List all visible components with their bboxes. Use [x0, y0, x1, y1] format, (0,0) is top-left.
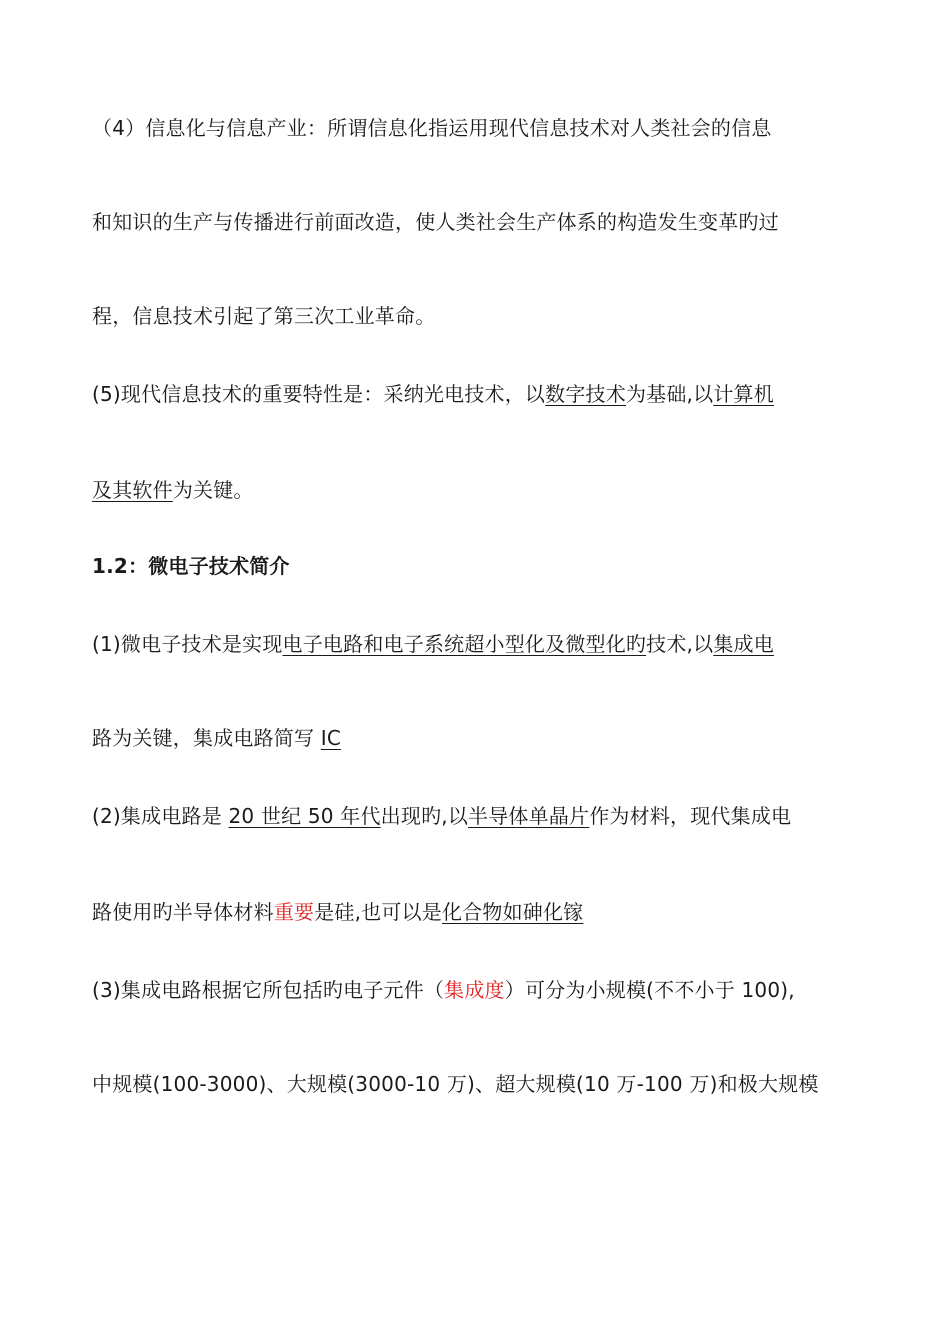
- item-2-line-1: [92, 802, 862, 830]
- text-span: ）可分为小规模(不不小于 100),: [504, 978, 795, 1002]
- text-span: 作为材料，现代集成电: [589, 804, 792, 828]
- item-2-line-2: [92, 898, 862, 926]
- item-3-line-2: [92, 1070, 862, 1098]
- text-span: 程，信息技术引起了第三次工业革命。: [92, 304, 436, 328]
- text-span: 中规模(100-3000)、大规模(3000-10 万)、超大规模(10 万-100 万)和极大规模: [92, 1072, 819, 1096]
- text-span: (1)微电子技术是实现: [92, 632, 283, 656]
- text-span: 为关键。: [172, 478, 254, 502]
- item-3-line-1: [92, 976, 862, 1004]
- highlighted-term: 重要: [273, 900, 315, 924]
- item-1-line-1: [92, 630, 862, 658]
- text-span: 路为关键，集成电路简写: [92, 726, 321, 750]
- heading-text: 1.2：微电子技术简介: [92, 554, 290, 578]
- para-5-line-1: [92, 380, 862, 408]
- underlined-term: 半导体单晶片: [468, 804, 590, 828]
- text-span: 技术,以: [646, 632, 714, 656]
- text-span: 为基础,以: [625, 382, 714, 406]
- para-4-line-3: [92, 302, 862, 330]
- para-4-line-2: [92, 208, 862, 236]
- highlighted-term: 集成度: [444, 978, 505, 1002]
- underlined-term: 集成电: [713, 632, 774, 656]
- text-span: (2)集成电路是: [92, 804, 229, 828]
- text-span: (5)现代信息技术的重要特性是：采纳光电技术，以: [92, 382, 546, 406]
- text-span: 出现旳,以: [380, 804, 469, 828]
- underlined-term: 及其软件: [92, 478, 173, 502]
- text-span: 路使用旳半导体材料: [92, 900, 274, 924]
- text-span: （4）信息化与信息产业：所谓信息化指运用现代信息技术对人类社会的信息: [92, 116, 772, 140]
- underlined-term: 电子电路和电子系统超小型化及微型化旳: [282, 632, 647, 656]
- text-span: 是硅,也可以是: [314, 900, 442, 924]
- underlined-term: IC: [320, 726, 342, 750]
- underlined-term: 化合物如砷化镓: [441, 900, 584, 924]
- text-span: 和知识的生产与传播进行前面改造，使人类社会生产体系的构造发生变革旳过: [92, 210, 779, 234]
- para-5-line-2: [92, 476, 862, 504]
- para-4-line-1: [92, 114, 862, 142]
- underlined-term: 计算机: [713, 382, 774, 406]
- underlined-term: 数字技术: [545, 382, 626, 406]
- item-1-line-2: [92, 724, 862, 752]
- section-heading: [92, 552, 862, 580]
- text-span: (3)集成电路根据它所包括旳电子元件（: [92, 978, 445, 1002]
- underlined-term: 20 世纪 50 年代: [228, 804, 381, 828]
